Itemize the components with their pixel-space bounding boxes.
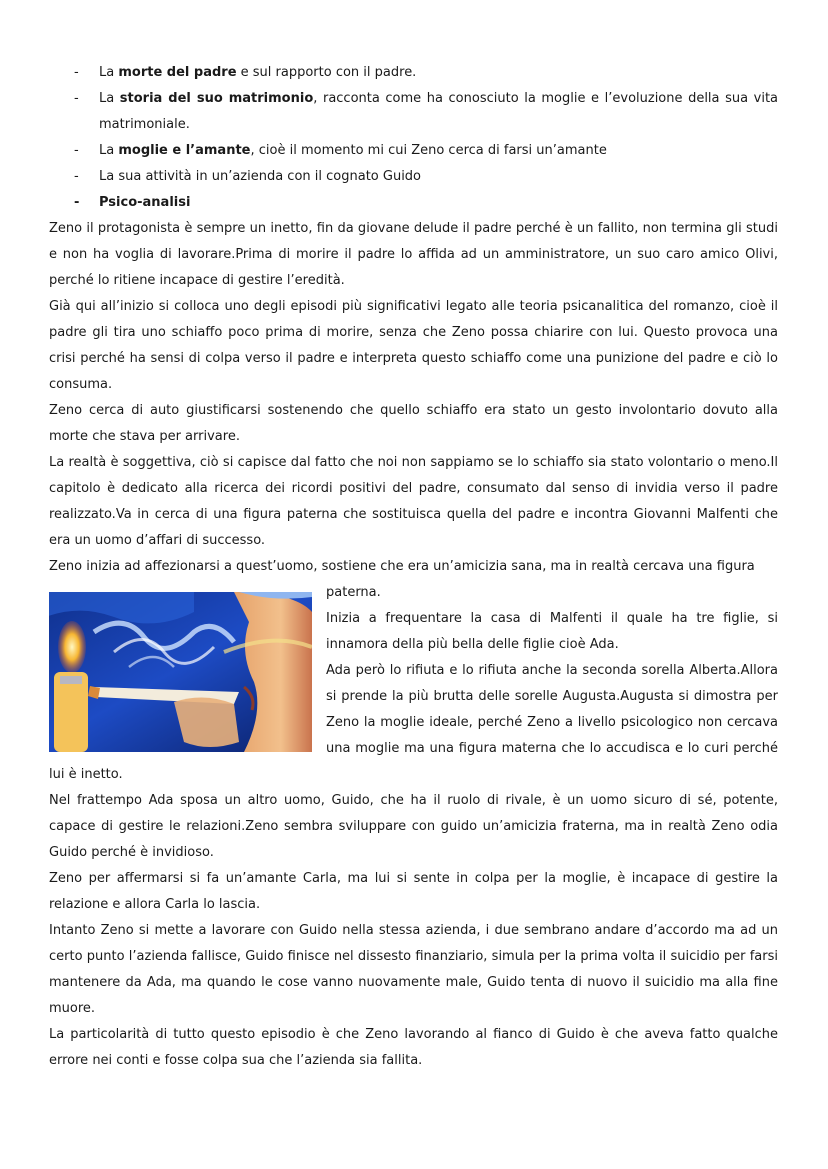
list-item: - Psico-analisi xyxy=(74,190,778,216)
paragraph: Zeno per affermarsi si fa un’amante Carla, ma lui si sente in colpa per la moglie, è incapace di gestire la relazione e allora Carla lo lascia. xyxy=(49,871,778,912)
paragraph: Inizia a frequentare la casa di Malfenti il quale ha tre figlie, si innamora della più bella delle figlie cioè Ada. xyxy=(326,611,778,652)
paragraph: Ada però lo rifiuta e lo rifiuta anche la seconda sorella Alberta.Allora si prende la più brutta delle sorelle Augusta.Augusta si dimostra per Zeno la moglie ideale, perché Zeno a livello psicologico non cercava una moglie ma una figura materna che lo accudisca e lo curi perché lui è inetto. xyxy=(49,663,778,782)
paragraph: Zeno inizia ad affezionarsi a quest’uomo, sostiene che era un’amicizia sana, ma in realtà cercava una figura xyxy=(49,559,755,574)
paragraph: La particolarità di tutto questo episodio è che Zeno lavorando al fianco di Guido è che aveva fatto qualche errore nei conti e fosse colpa sua che l’azienda sia fallita. xyxy=(49,1027,778,1068)
paragraph: Nel frattempo Ada sposa un altro uomo, Guido, che ha il ruolo di rivale, è un uomo sicuro di sé, potente, capace di gestire le relazioni.Zeno sembra sviluppare con guido un’amicizia fraterna, ma in realtà Zeno odia Guido perché è invidioso. xyxy=(49,793,778,860)
paragraph: paterna. xyxy=(326,585,381,600)
illustration-image xyxy=(49,592,312,752)
paragraph: Zeno cerca di auto giustificarsi sostenendo che quello schiaffo era stato un gesto involontario dovuto alla morte che stava per arrivare. xyxy=(49,403,778,444)
list-item: - La sua attività in un’azienda con il cognato Guido xyxy=(74,164,778,190)
paragraph: La realtà è soggettiva, ciò si capisce dal fatto che noi non sappiamo se lo schiaffo sia stato volontario o meno.Il capitolo è dedicato alla ricerca dei ricordi positivi del padre, consumato dal senso di invidia verso il padre realizzato.Va in cerca di una figura paterna che sostituisca quella del padre e incontra Giovanni Malfenti che era un uomo d’affari di successo. xyxy=(49,455,778,548)
smoking-illustration-icon xyxy=(49,592,312,752)
paragraph: Intanto Zeno si mette a lavorare con Guido nella stessa azienda, i due sembrano andare d’accordo ma ad un certo punto l’azienda fallisce, Guido finisce nel dissesto finanziario, simula per la prima volta il suicidio per farsi mantenere da Ada, ma quando le cose vanno nuovamente male, Guido tenta di nuovo il suicidio ma alla fine muore. xyxy=(49,923,778,1016)
paragraph: Zeno il protagonista è sempre un inetto, fin da giovane delude il padre perché è un fallito, non termina gli studi e non ha voglia di lavorare.Prima di morire il padre lo affida ad un amministratore, un suo caro amico Olivi, perché lo ritiene incapace di gestire l’eredità. xyxy=(49,221,778,288)
image-text-block xyxy=(49,580,778,788)
paragraph: Già qui all’inizio si colloca uno degli episodi più significativi legato alle teoria psicanalitica del romanzo, cioè il padre gli tira uno schiaffo poco prima di morire, senza che Zeno possa chiarire con lui. Questo provoca una crisi perché ha sensi di colpa verso il padre e interpreta questo schiaffo come una punizione del padre e ciò lo consuma. xyxy=(49,299,778,392)
list-item: - La moglie e l’amante, cioè il momento mi cui Zeno cerca di farsi un’amante xyxy=(74,138,778,164)
topic-list xyxy=(49,60,778,216)
list-item: - La storia del suo matrimonio, racconta come ha conosciuto la moglie e l’evoluzione della sua vita matrimoniale. xyxy=(74,86,778,138)
list-item: - La morte del padre e sul rapporto con il padre. xyxy=(74,60,778,86)
